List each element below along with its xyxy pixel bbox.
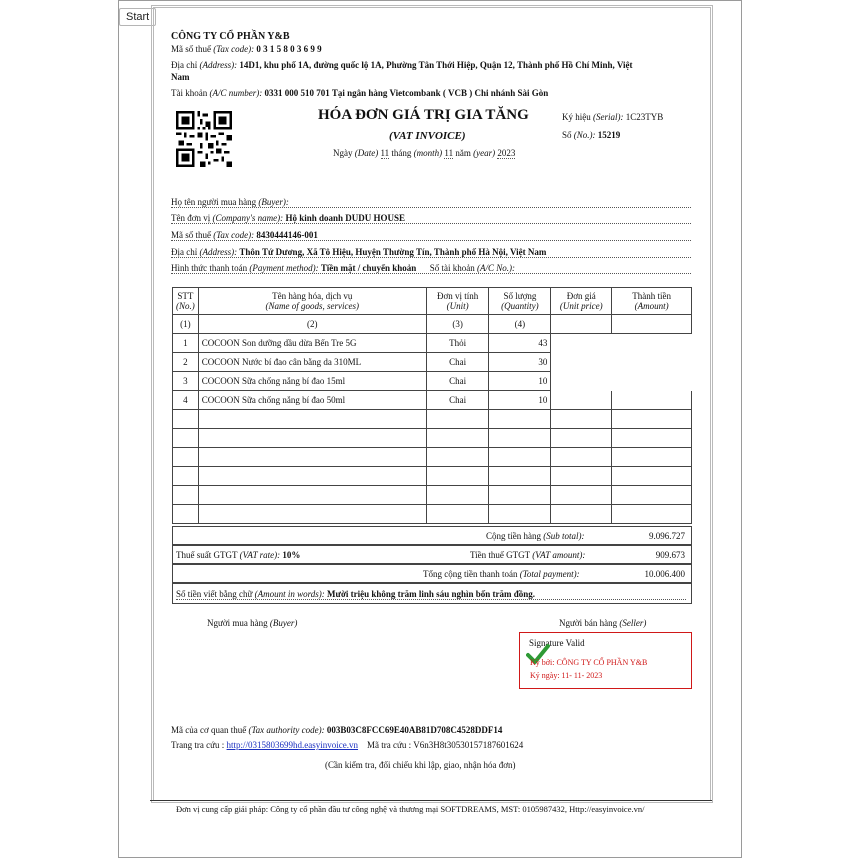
invoice-title-en: (VAT INVOICE) [389,130,466,142]
seller-address-line: Địa chỉ (Address): 14D1, khu phố 1A, đường quốc lộ 1A, Phường Tân Thới Hiệp, Quận 12, Thành phố Hồ Chí Minh, Việt [171,60,633,70]
subtotal-value: 9.096.727 [649,531,685,541]
header-quantity: Số lượng (Quantity) [489,288,551,315]
table-row: 4 COCOON Sữa chống nắng bí đao 50ml Chai 10 [173,391,692,410]
buyer-name-line: Họ tên người mua hàng (Buyer): [171,197,691,208]
seller-tax-line: Mã số thuế (Tax code): 0 3 1 5 8 0 3 6 9 9 [171,44,322,54]
table-row-empty [173,410,692,429]
table-row-empty [173,467,692,486]
invoice-serial: Ký hiệu (Serial): 1C23TYB [562,112,664,122]
lookup-line: Trang tra cứu : http://0315803699hd.easyinvoice.vn Mã tra cứu : V6n3H8t30530157187601624 [171,740,524,750]
header-unit-price: Đơn giá (Unit price) [551,288,612,315]
header-name: Tên hàng hóa, dịch vụ (Name of goods, services) [198,288,426,315]
seller-signature-label: Người bán hàng (Seller) [559,618,647,628]
seller-tax-code: 0 3 1 5 8 0 3 6 9 9 [256,44,322,54]
qr-code-icon [176,111,232,167]
vat-row: Thuế suất GTGT (VAT rate): 10% Tiền thuế GTGT (VAT amount): 909.673 [172,545,692,564]
seller-account-line: Tài khoản (A/C number): 0331 000 510 701 Tại ngân hàng Vietcombank ( VCB ) Chi nhánh Sài Gòn [171,88,549,98]
buyer-company-line: Tên đơn vị (Company's name): Hộ kinh doanh DUDU HOUSE [171,213,691,224]
buyer-payment-line: Hình thức thanh toán (Payment method): Tiền mặt / chuyển khoản Số tài khoản (A/C No.): [171,263,691,274]
subtotal-row: Cộng tiền hàng (Sub total): 9.096.727 [172,526,692,545]
seller-name: CÔNG TY CỔ PHẦN Y&B [171,31,290,42]
digital-signature-box [519,632,692,689]
invoice-number: Số (No.): 15219 [562,130,621,140]
lookup-url-link[interactable]: http://0315803699hd.easyinvoice.vn [226,740,359,750]
items-table [172,287,692,524]
tax-authority-code: 003B03C8FCC69E40AB81D708C4528DDF14 [326,725,503,735]
amount-in-words: Mười triệu không trăm linh sáu nghìn bốn trăm đồng. [327,589,535,599]
column-number-row: (1) (2) (3) (4) [173,315,692,334]
table-row-empty [173,429,692,448]
header-amount: Thành tiền (Amount) [612,288,692,315]
invoice-title: HÓA ĐƠN GIÁ TRỊ GIA TĂNG [318,107,529,123]
buyer-tax-line: Mã số thuế (Tax code): 8430444146-001 [171,230,691,241]
seller-address-line-2: Nam [171,72,190,82]
table-row-empty [173,486,692,505]
buyer-signature-label: Người mua hàng (Buyer) [207,618,298,628]
footer-divider [150,800,712,801]
table-row-empty [173,448,692,467]
tax-authority-code-line: Mã của cơ quan thuế (Tax authority code): 003B03C8FCC69E40AB81D708C4528DDF14 [171,725,503,735]
table-row: 1 COCOON Son dưỡng dầu dừa Bến Tre 5G Thỏi 43 [173,334,692,353]
signature-valid-text: Signature Valid [529,638,585,648]
table-header-row [173,288,692,315]
total-row: Tổng cộng tiền thanh toán (Total payment): 10.006.400 [172,564,692,583]
header-no: STT (No.) [173,288,199,315]
vat-amount-value: 909.673 [655,550,685,560]
buyer-address-line: Địa chỉ (Address): Thôn Tứ Dương, Xã Tô Hiệu, Huyện Thường Tín, Thành phố Hà Nội, Việt Nam [171,247,691,258]
total-value: 10.006.400 [644,569,685,579]
verification-note: (Cần kiểm tra, đối chiếu khi lập, giao, nhận hóa đơn) [325,760,516,770]
start-tab[interactable]: Start [119,8,156,26]
table-row: 2 COCOON Nước bí đao cân bằng da 310ML Chai 30 [173,353,692,372]
table-row: 3 COCOON Sữa chống nắng bí đao 15ml Chai 10 [173,372,692,391]
header-unit: Đơn vị tính (Unit) [426,288,489,315]
amount-in-words-row: Số tiền viết bằng chữ (Amount in words): Mười triệu không trăm linh sáu nghìn bốn trăm đồng. [172,583,692,604]
signed-date: Ký ngày: 11- 11- 2023 [530,671,603,680]
table-row-empty [173,505,692,524]
signed-by: Ký bởi: CÔNG TY CỔ PHẦN Y&B [530,658,648,667]
footer-provider: Đơn vị cung cấp giải pháp: Công ty cổ phần đầu tư công nghệ và thương mại SOFTDREAMS, MST: 0105987432, Http://easyinvoice.vn/ [176,804,645,814]
invoice-date: Ngày (Date) 11 tháng (month) 11 năm (year) 2023 [333,148,516,158]
